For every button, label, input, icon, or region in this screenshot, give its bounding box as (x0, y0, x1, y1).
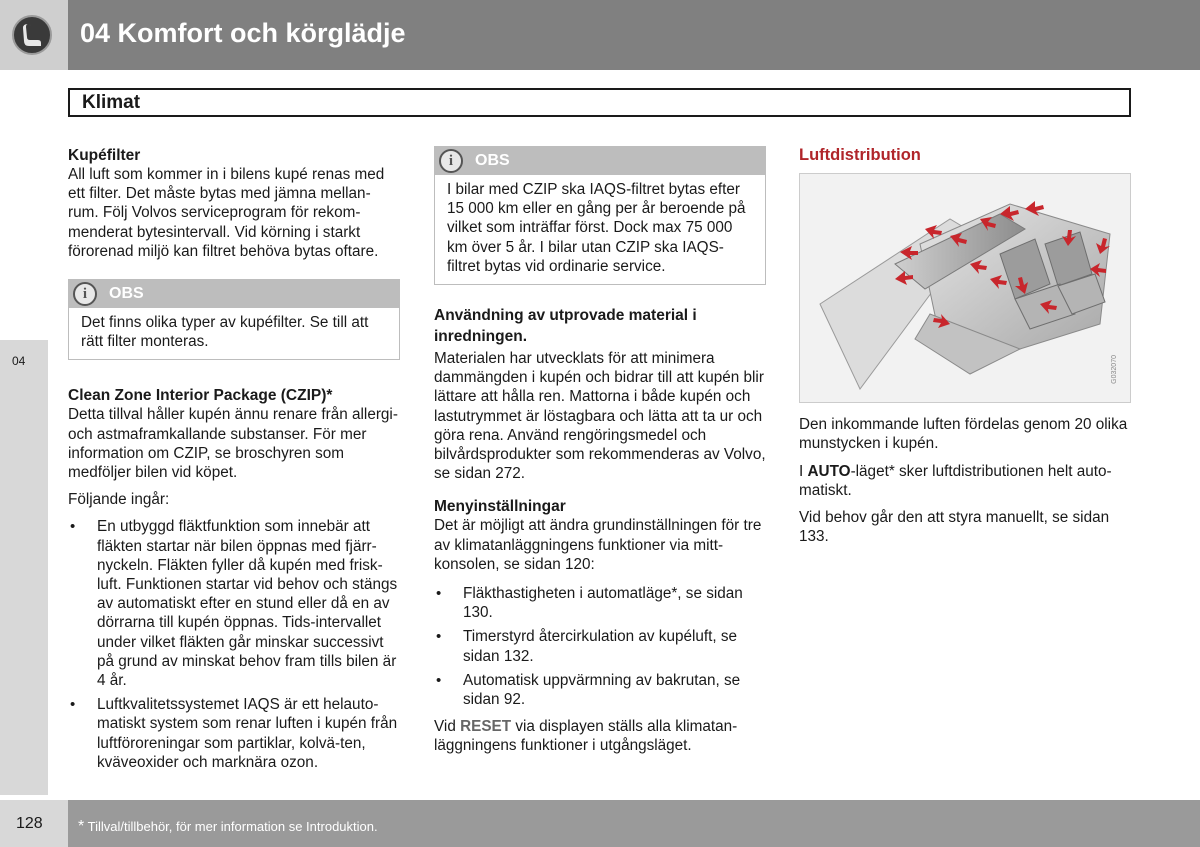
obs-label: OBS (475, 152, 510, 169)
air-distribution-heading: Luftdistribution (799, 146, 921, 164)
obs-text: Det finns olika typer av kupéfilter. Se till att rätt filter monteras. (81, 314, 369, 351)
footnote (78, 818, 378, 836)
reset-suffix: via displayen ställs alla klimatan-läggningens funktioner i utgångsläget. (434, 718, 738, 755)
header-icon-area (0, 0, 68, 70)
page-number-area (0, 800, 68, 847)
czip-heading: Clean Zone Interior Package (CZIP)* (68, 387, 333, 405)
reset-word: RESET (460, 718, 512, 736)
kupefilter-heading: Kupéfilter (68, 147, 141, 164)
section-title: Klimat (82, 92, 141, 113)
list-item: • Luftkvalitetssystemet IAQS är ett helauto-matiskt system som renar luften i kupén från luftföroreningar som partiklar, kolvä-ten, kväveoxider och marknära ozon. (68, 695, 400, 772)
obs-label: OBS (109, 285, 144, 303)
auto-prefix: I (799, 462, 804, 480)
column-2 (434, 146, 766, 764)
section-title-box (68, 88, 1131, 117)
page-number: 128 (16, 815, 43, 832)
footer-bar (68, 800, 1200, 847)
menu-settings-list (434, 584, 766, 709)
obs-header (69, 280, 399, 308)
info-icon: i (73, 282, 97, 306)
list-item: • Automatisk uppvärmning av bakrutan, se sidan 92. (434, 671, 766, 709)
air-distribution-text: Den inkommande luften fördelas genom 20 olika munstycken i kupén. (799, 416, 1128, 453)
column-1 (68, 146, 400, 780)
auto-suffix: -läget* sker luftdistributionen helt auto-matiskt. (799, 462, 1112, 499)
list-item: • En utbyggd fläktfunktion som innebär att fläkten startar när bilen öppnas med fjärr-nyckeln. Fläkten fyller då kupén med frisk-luft. Funktionen startar vid behov och stängs av automatiskt efter en stund eller då en av dörrarna till kupén öppnas. Tids-intervallet under vilket fläkten går minskar successivt på grund av minskat behov fram tills bilen är 4 år. (68, 517, 400, 690)
info-icon: i (439, 149, 463, 173)
czip-text: Detta tillval håller kupén ännu renare från allergi- och astmaframkallande substanser. För mer information om CZIP, se broschyren som medföljer bilen vid köpet. (68, 406, 398, 482)
reset-text (434, 717, 766, 755)
auto-mode-text (799, 462, 1132, 500)
chapter-tab-label: 04 (12, 354, 26, 368)
menu-settings-heading: Menyinställningar (434, 498, 566, 516)
obs-text: I bilar med CZIP ska IAQS-filtret bytas efter 15 000 km eller en gång per år beroende på vilket som inträffar först. Dock max 75 000 km över 5 år. I bilar utan CZIP ska IAQS-filtret bytas vid ordinarie service. (447, 181, 746, 275)
auto-word: AUTO (807, 462, 851, 480)
column-3 (799, 146, 1132, 554)
header-bar (68, 0, 1200, 70)
materials-heading: Användning av utprovade material i inredningen. (434, 307, 697, 346)
figure-code: G032070 (1110, 355, 1118, 385)
materials-text: Materialen har utvecklats för att minimera dammängden i kupén och bidrar till att kupén blir lättare att hålla ren. Mattorna i både kupén och lastutrymmet är löstagbara och lätta att ta ur och göra rena. Använd rengöringsmedel och bilvårdsprodukter som rekommenderas av Volvo, se sidan 272. (434, 350, 766, 483)
obs-note-filter (68, 279, 400, 360)
reset-prefix: Vid (434, 718, 456, 736)
obs-note-czip (434, 146, 766, 285)
car-interior-illustration (800, 174, 1131, 403)
menu-settings-text: Det är möjligt att ändra grundinställningen för tre av klimatanläggningens funktioner via mitt-konsolen, se sidan 120: (434, 517, 762, 573)
includes-text: Följande ingår: (68, 491, 170, 509)
list-item: • Timerstyrd återcirkulation av kupéluft, se sidan 132. (434, 627, 766, 665)
kupefilter-text: All luft som kommer in i bilens kupé renas med ett filter. Det måste bytas med jämna mellan-rum. Följ Volvos serviceprogram för rekom-menderat bytesintervall. Vid körning i starkt förorenad miljö kan filtret behöva bytas oftare. (68, 166, 385, 260)
chapter-title: 04 Komfort och körglädje (80, 18, 406, 48)
czip-feature-list (68, 517, 400, 772)
chapter-side-tab (0, 340, 48, 795)
footnote-star: * (78, 818, 85, 835)
list-item: • Fläkthastigheten i automatläge*, se sidan 130. (434, 584, 766, 622)
manual-control-text: Vid behov går den att styra manuellt, se sidan 133. (799, 509, 1110, 546)
seat-icon (12, 15, 52, 55)
footnote-text: Tillval/tillbehör, för mer information se Introduktion. (87, 819, 378, 834)
air-distribution-illustration (799, 173, 1131, 403)
obs-header (435, 147, 765, 175)
